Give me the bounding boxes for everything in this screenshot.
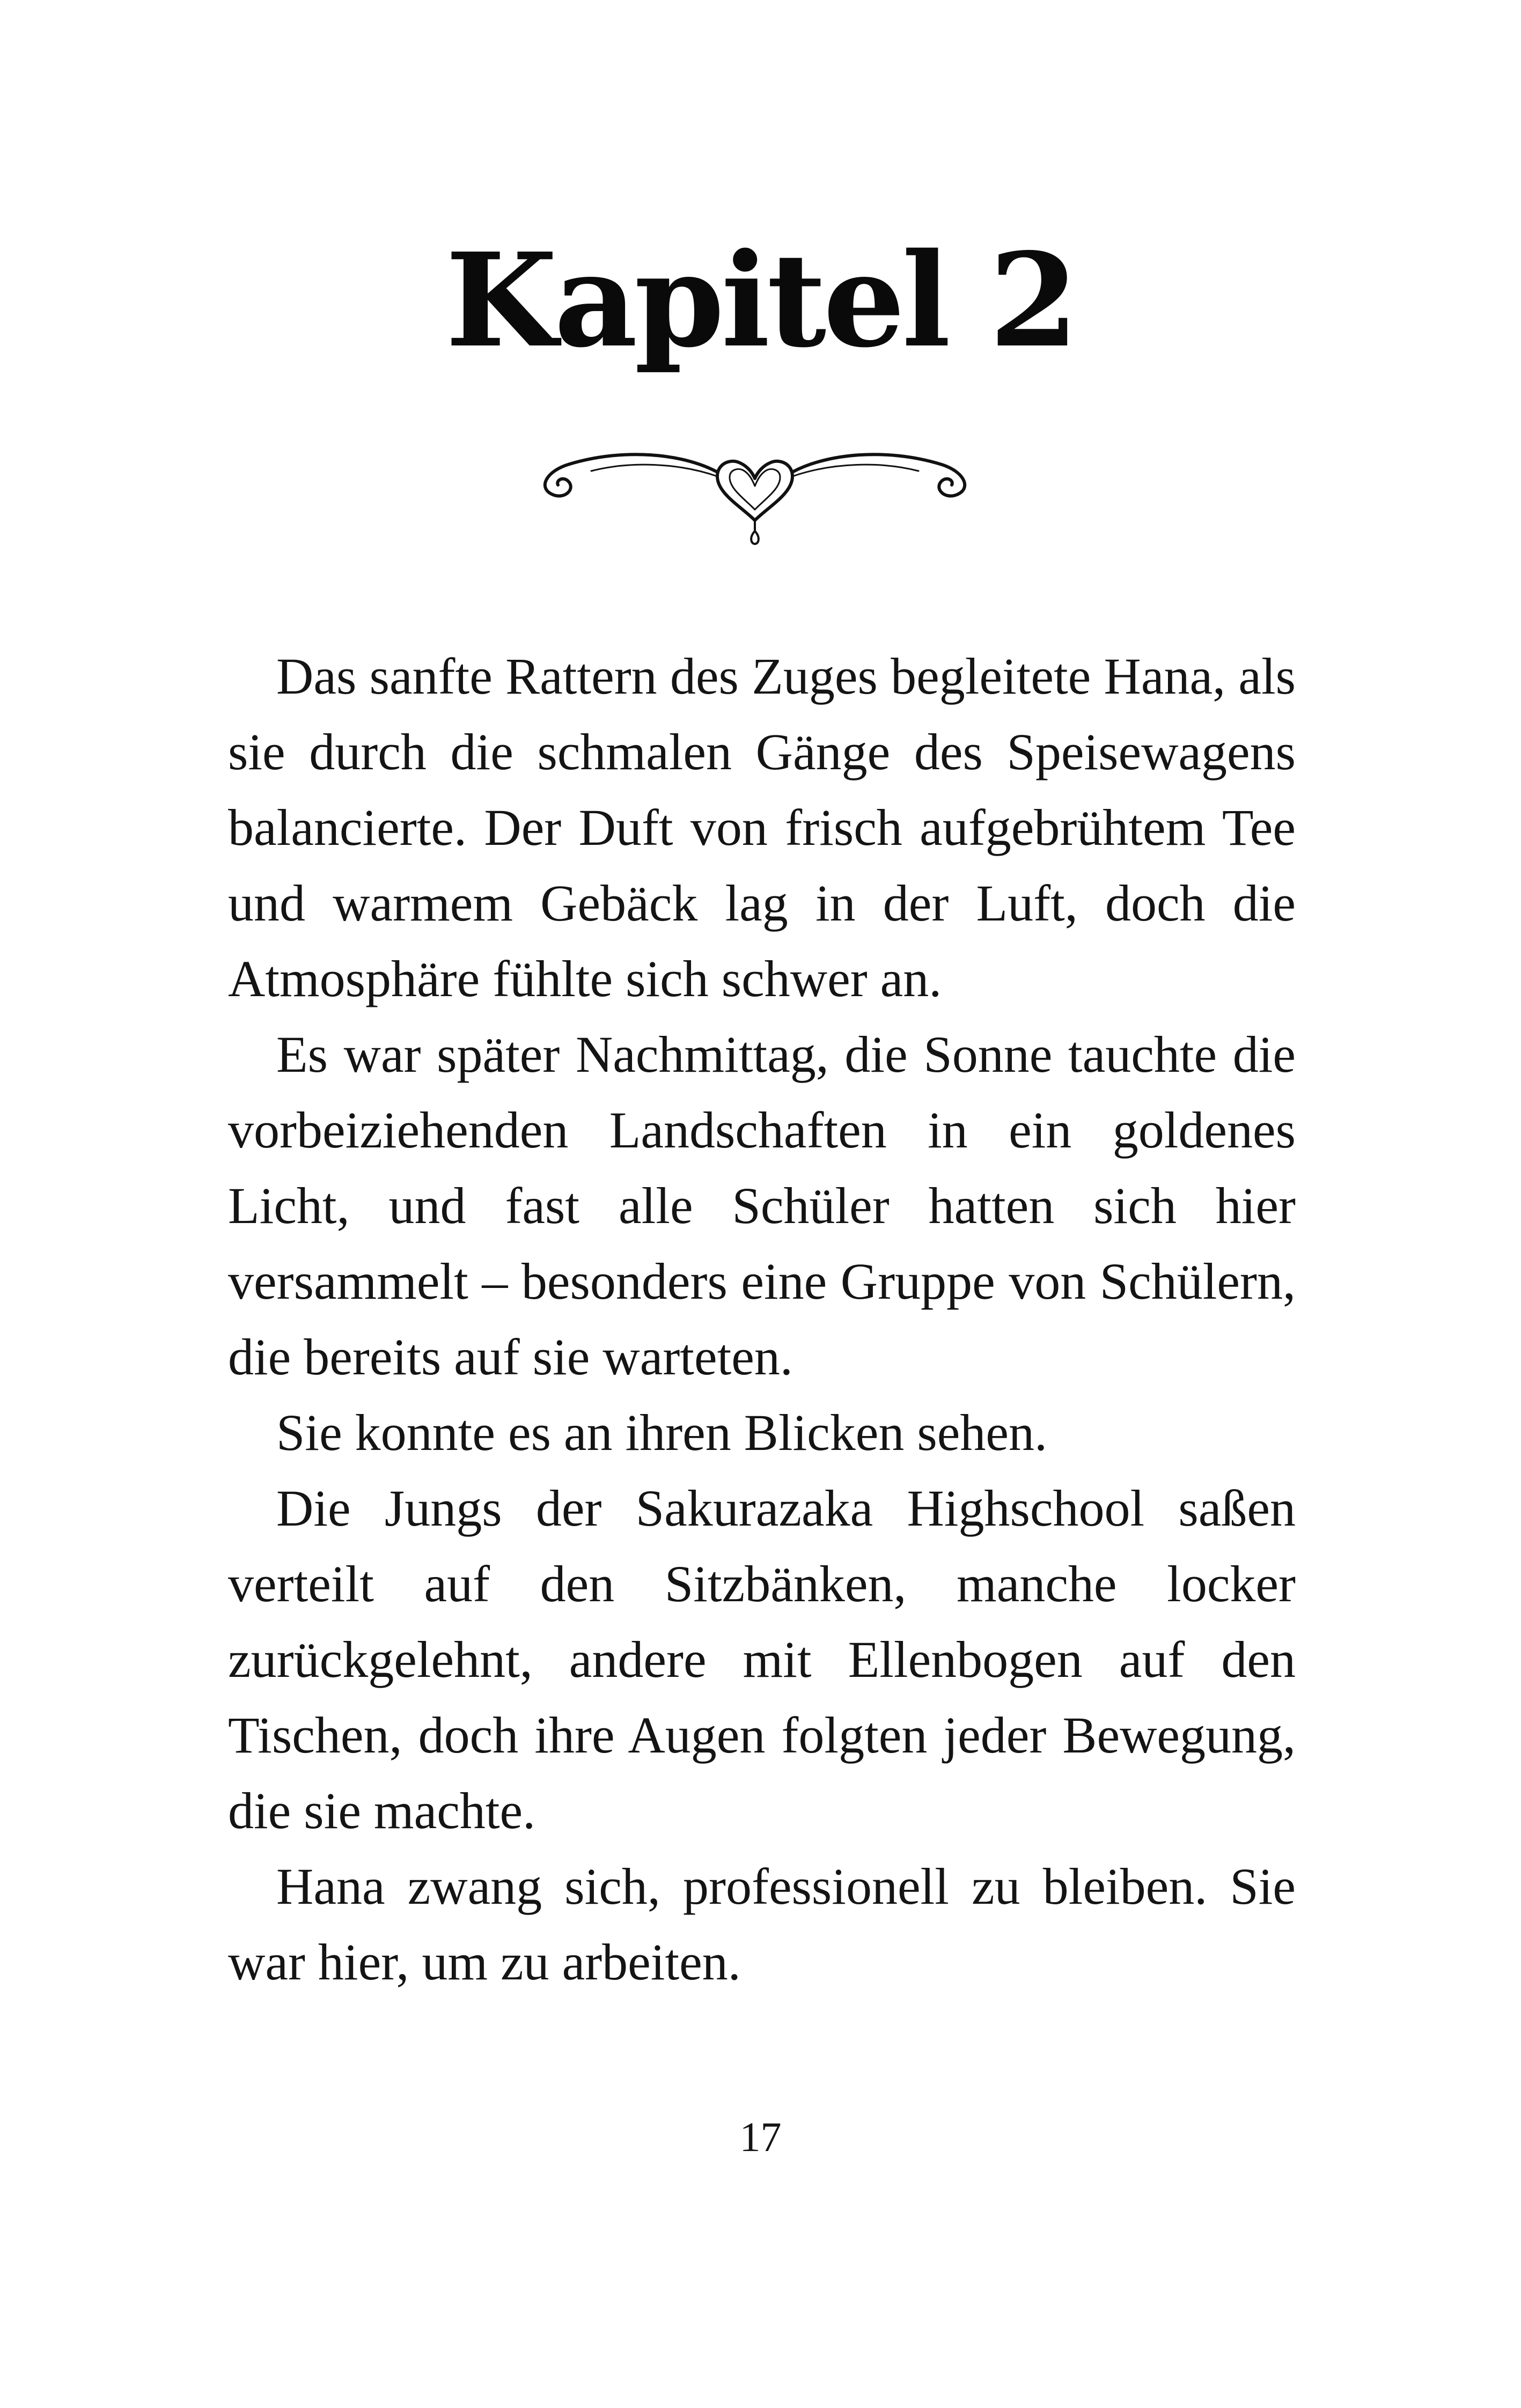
paragraph: Die Jungs der Sakurazaka Highschool saßen verteilt auf den Sitzbänken, manche locker zurückgelehnt, andere mit Ellenbogen auf den Tischen, doch ihre Augen folgten jeder Bewegung, die sie machte. <box>228 1479 1296 1839</box>
paragraph: Sie konnte es an ihren Blicken sehen. <box>276 1404 1047 1461</box>
paragraph: Es war später Nachmittag, die Sonne tauchte die vorbeiziehenden Landschaften in ein goldenes Licht, und fast alle Schüler hatten sich hier versammelt – besonders eine Gruppe von Schülern, die bereits auf sie warteten. <box>228 1026 1296 1386</box>
paragraph: Das sanfte Rattern des Zuges begleitete Hana, als sie durch die schmalen Gänge des Speisewagens balancierte. Der Duft von frisch aufgebrühtem Tee und warmem Gebäck lag in der Luft, doch die Atmosphäre fühlte sich schwer an. <box>228 647 1296 1007</box>
heart-scroll-flourish-icon <box>532 435 978 553</box>
chapter-body <box>228 638 1296 2000</box>
chapter-title: Kapitel 2 <box>445 225 1076 376</box>
paragraph: Hana zwang sich, professionell zu bleiben. Sie war hier, um zu arbeiten. <box>228 1858 1296 1991</box>
page-number: 17 <box>739 2114 782 2160</box>
